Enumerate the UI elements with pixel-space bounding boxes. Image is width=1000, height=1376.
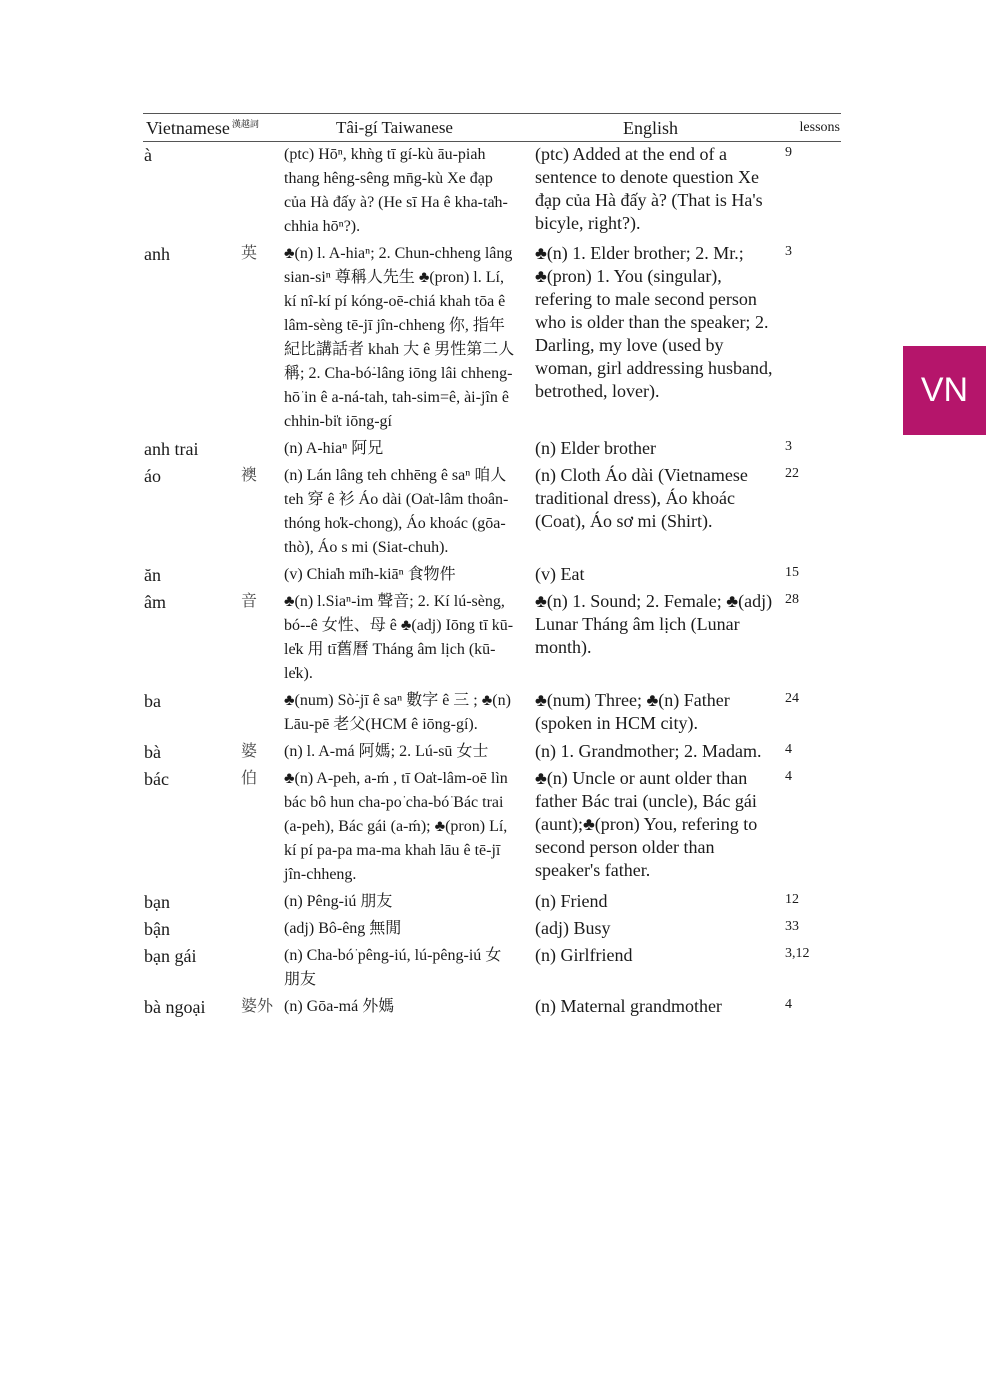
table-row [143, 589, 841, 688]
entry-taigi: (n) Cha-bó͘ pêng-iú, lú-pêng-iú 女朋友 [284, 947, 502, 988]
entry-taigi: (ptc) Hōⁿ, khǹg tī gí-kù āu-piah thang hêng-sêng mn̄g-kù Xe đạp của Hà đấy à? (He sī Ha ê kha-ta̍h-chhia hōⁿ?). [284, 146, 508, 235]
entry-word: anh trai [144, 439, 199, 459]
entry-word: bận [144, 919, 170, 939]
entry-english: (n) Friend [535, 891, 608, 911]
entry-word: âm [144, 592, 166, 612]
entry-word: bà ngoại [144, 997, 206, 1017]
entry-taigi: (adj) Bô-êng 無閒 [284, 920, 402, 937]
entry-taigi: (n) Lán lâng teh chhēng ê saⁿ 咱人 teh 穿 ê 衫 Áo dài (Oa̍t-lâm thoân-thóng ho̍k-chong), Áo khoác (gōa-thò͘), Áo s mi (Siat-chuh). [284, 467, 509, 556]
entry-taigi: (v) Chia̍h mi̍h-kiāⁿ 食物件 [284, 566, 456, 583]
entry-english: ♣(n) Uncle or aunt older than father Bác trai (uncle), Bác gái (aunt);♣(pron) You, refering to second person older than speaker's father. [535, 768, 758, 880]
entry-lesson: 4 [785, 997, 792, 1012]
header-english: English [534, 114, 784, 142]
table-row [143, 889, 841, 916]
entry-english: (ptc) Added at the end of a sentence to denote question Xe đạp của Hà đấy à? (That is Ha's bicyle, right?). [535, 144, 763, 233]
entry-word: ba [144, 691, 161, 711]
entry-han-viet [241, 142, 284, 242]
table-row [143, 766, 841, 889]
entry-lesson: 15 [785, 565, 799, 580]
entry-lesson: 3 [785, 244, 792, 259]
entry-han-viet: 音 [241, 593, 258, 610]
table-row [143, 688, 841, 739]
vocabulary-table [143, 113, 841, 1021]
entry-han-viet [241, 562, 284, 589]
entry-taigi: ♣(n) A-peh, a-ḿ , tī Oa̍t-lâm-oē lìn bác bô hun cha-po͘ cha-bó͘ Bác trai (a-peh), Bác gái (a-ḿ); ♣(pron) Lí, kí pí pa-pa ma-ma khah lāu ê tē-jī jîn-chheng. [284, 770, 508, 883]
entry-han-viet: 伯 [241, 770, 258, 787]
entry-taigi: ♣(n) l. A-hiaⁿ; 2. Chun-chheng lâng sian-siⁿ 尊稱人先生 ♣(pron) l. Lí, kí nî-kí pí kóng-oē-chiá khah tōa ê lâm-sèng tē-jī jîn-chheng 你, 指年紀比講話者 khah 大 ê 男性第二人稱; 2. Cha-bó͘-lâng iōng lâi chheng-hō͘ in ê a-ná-tah, tah-sim=ê, ài-jîn ê chhin-bi̍t iōng-gí [284, 245, 515, 430]
entry-word: à [144, 145, 152, 165]
table-row [143, 463, 841, 562]
entry-lesson: 28 [785, 592, 799, 607]
entry-taigi: ♣(num) Sò͘-jī ê saⁿ 數字 ê 三 ; ♣(n) Lāu-pē 老父(HCM ê iōng-gí). [284, 692, 511, 733]
entry-taigi: (n) l. A-má 阿媽; 2. Lú-sū 女士 [284, 743, 489, 760]
entry-han-viet [241, 436, 284, 463]
entry-han-viet: 婆 [241, 743, 258, 760]
entry-english: (n) Cloth Áo dài (Vietnamese traditional dress), Áo khoác (Coat), Áo sơ mi (Shirt). [535, 465, 748, 531]
entry-word: bác [144, 769, 169, 789]
entry-word: bạn [144, 892, 170, 912]
table-row [143, 943, 841, 994]
table-row [143, 142, 841, 242]
header-han-viet: 漢越詞 [231, 119, 259, 129]
entry-lesson: 4 [785, 769, 792, 784]
entry-lesson: 12 [785, 892, 799, 907]
entry-taigi: ♣(n) l.Siaⁿ-im 聲音; 2. Kí lú-sèng, bó--ê 女性、母 ê ♣(adj) Iōng tī kū-le̍k 用 tī舊曆 Tháng âm lịch (kū-le̍k). [284, 593, 514, 682]
entry-han-viet [241, 943, 284, 994]
entry-han-viet: 襖 [241, 467, 258, 484]
table-row [143, 562, 841, 589]
entry-word: bà [144, 742, 161, 762]
entry-word: ăn [144, 565, 161, 585]
header-taigi: Tâi-gí Taiwanese [284, 114, 534, 142]
entry-english: (n) Elder brother [535, 438, 656, 458]
entry-lesson: 33 [785, 919, 799, 934]
entry-han-viet [241, 889, 284, 916]
entry-english: ♣(n) 1. Elder brother; 2. Mr.; ♣(pron) 1. You (singular), refering to male second person who is older than the speaker; 2. Darling, my love (used by woman, girl addressing husband, betrothed, lover). [535, 243, 773, 401]
entry-lesson: 3,12 [785, 946, 810, 961]
entry-han-viet [241, 916, 284, 943]
table-row [143, 739, 841, 766]
entry-taigi: (n) Gōa-má 外媽 [284, 998, 395, 1015]
language-thumb-tab: VN [903, 346, 986, 435]
header-lessons: lessons [784, 114, 841, 142]
entry-lesson: 3 [785, 439, 792, 454]
table-row [143, 994, 841, 1021]
entry-han-viet: 英 [241, 245, 258, 262]
entry-taigi: (n) A-hiaⁿ 阿兄 [284, 440, 384, 457]
entry-lesson: 9 [785, 145, 792, 160]
entry-english: (n) Maternal grandmother [535, 996, 722, 1016]
entry-han-viet [241, 688, 284, 739]
entry-lesson: 4 [785, 742, 792, 757]
entry-word: áo [144, 466, 161, 486]
table-row [143, 916, 841, 943]
table-row [143, 241, 841, 436]
entry-english: (adj) Busy [535, 918, 611, 938]
entry-english: (n) 1. Grandmother; 2. Madam. [535, 741, 762, 761]
entry-word: bạn gái [144, 946, 197, 966]
table-header [143, 114, 841, 142]
entry-lesson: 24 [785, 691, 799, 706]
entry-english: ♣(n) 1. Sound; 2. Female; ♣(adj) Lunar Tháng âm lịch (Lunar month). [535, 591, 773, 657]
entry-han-viet: 婆外 [241, 998, 274, 1015]
entry-word: anh [144, 244, 170, 264]
header-vietnamese: Vietnamese $^{漢越詞}$ [143, 114, 284, 142]
entry-english: (n) Girlfriend [535, 945, 633, 965]
entry-taigi: (n) Pêng-iú 朋友 [284, 893, 393, 910]
table-row [143, 436, 841, 463]
entry-english: ♣(num) Three; ♣(n) Father (spoken in HCM city). [535, 690, 730, 733]
entry-english: (v) Eat [535, 564, 585, 584]
entry-lesson: 22 [785, 466, 799, 481]
